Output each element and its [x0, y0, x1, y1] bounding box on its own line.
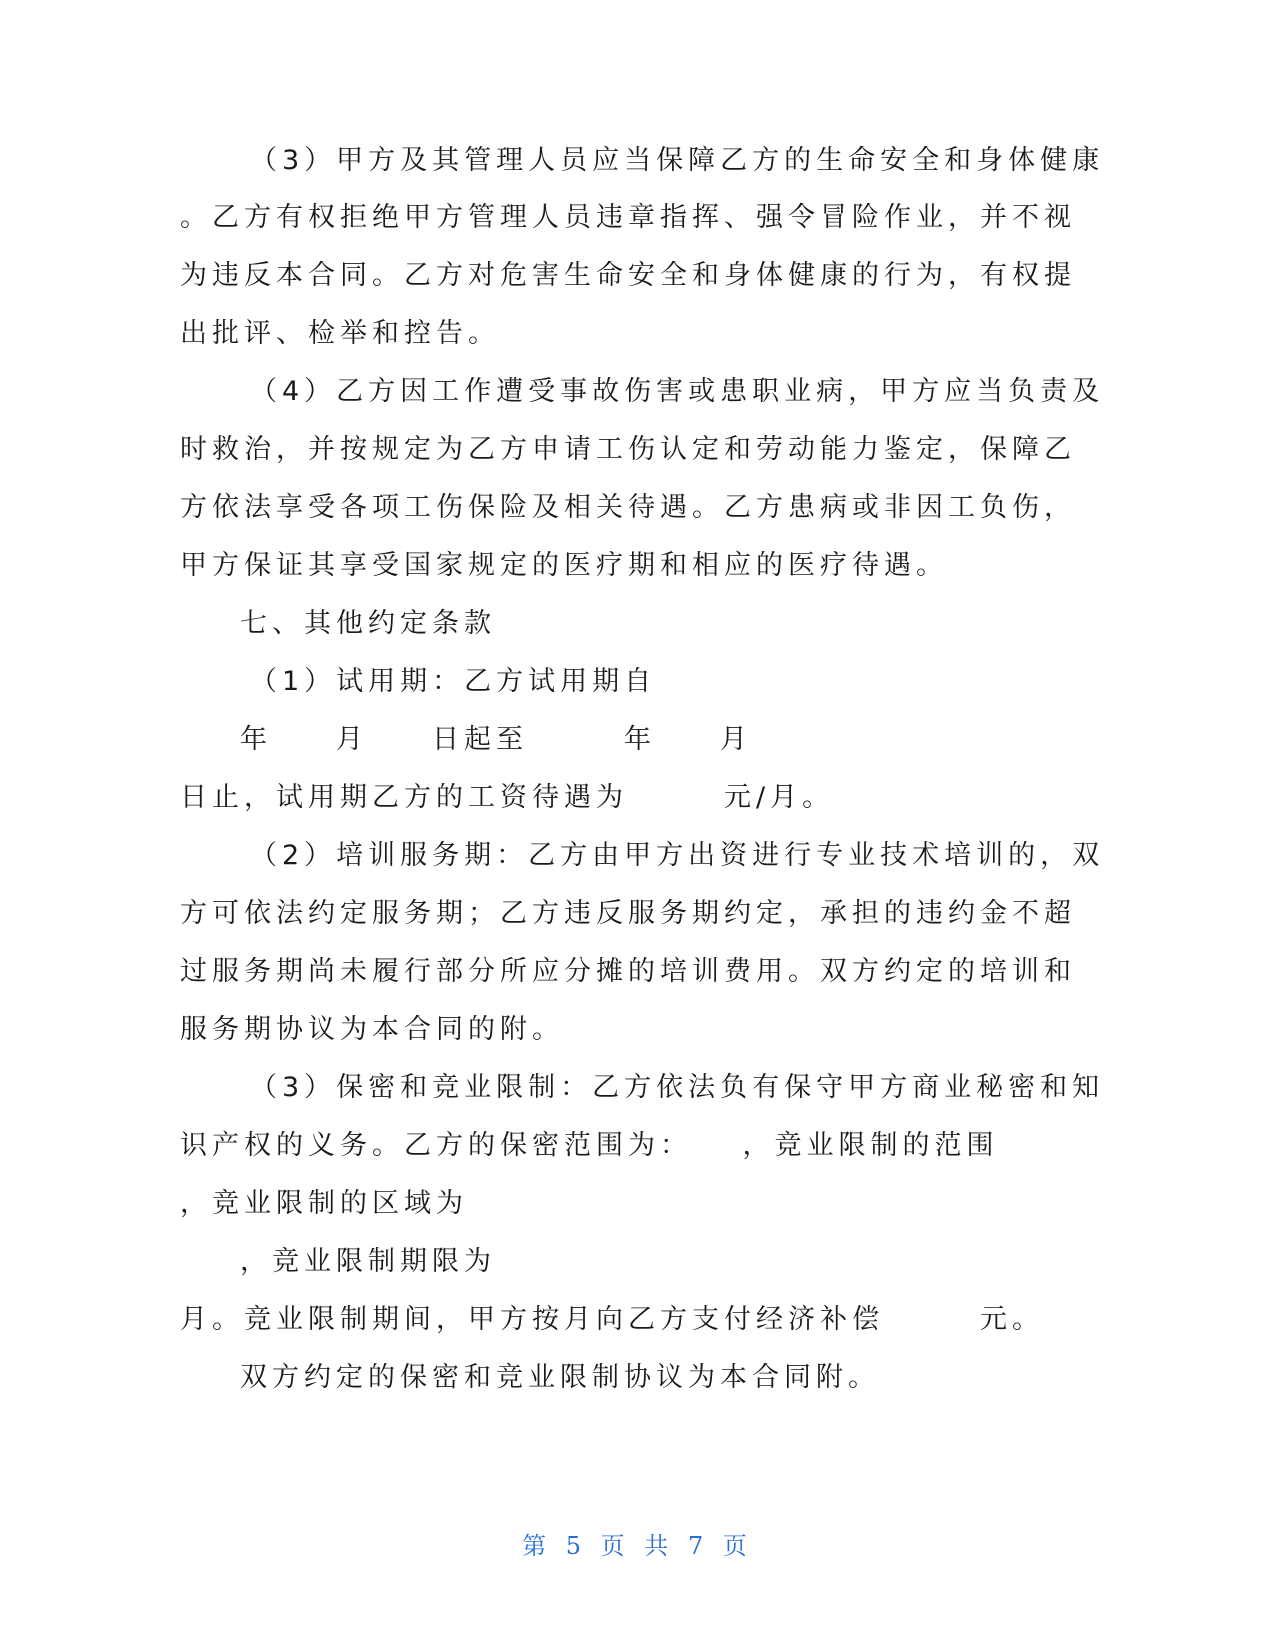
training-line-1: （2）培训服务期：乙方由甲方出资进行专业技术培训的，双: [250, 840, 1105, 871]
confidentiality-line-4: ，竞业限制期限为: [240, 1246, 496, 1277]
paragraph-3-line-4: 出批评、检举和控告。: [180, 318, 500, 349]
confidentiality-line-3: ，竞业限制的区域为: [180, 1188, 468, 1219]
training-line-2: 方可依法约定服务期；乙方违反服务期约定，承担的违约金不超: [180, 898, 1076, 929]
probation-line-3: 日止，试用期乙方的工资待遇为 元/月。: [180, 782, 835, 813]
paragraph-3-line-3: 为违反本合同。乙方对危害生命安全和身体健康的行为，有权提: [180, 260, 1076, 291]
confidentiality-line-2: 识产权的义务。乙方的保密范围为： ，竞业限制的范围: [180, 1130, 999, 1161]
confidentiality-line-6: 双方约定的保密和竞业限制协议为本合同附。: [240, 1362, 880, 1393]
section-heading-7: 七、其他约定条款: [240, 608, 496, 639]
training-line-3: 过服务期尚未履行部分所应分摊的培训费用。双方约定的培训和: [180, 956, 1076, 987]
paragraph-4-line-3: 方依法享受各项工伤保险及相关待遇。乙方患病或非因工负伤，: [180, 492, 1076, 523]
paragraph-3-line-2: 。乙方有权拒绝甲方管理人员违章指挥、强令冒险作业，并不视: [180, 202, 1076, 233]
confidentiality-line-5: 月。竞业限制期间，甲方按月向乙方支付经济补偿 元。: [180, 1304, 1044, 1335]
paragraph-4-line-2: 时救治，并按规定为乙方申请工伤认定和劳动能力鉴定，保障乙: [180, 434, 1076, 465]
confidentiality-line-1: （3）保密和竞业限制：乙方依法负有保守甲方商业秘密和知: [250, 1072, 1105, 1103]
probation-line-1: （1）试用期：乙方试用期自: [250, 666, 657, 697]
page-number: 第 5 页 共 7 页: [522, 1532, 753, 1560]
paragraph-4-line-4: 甲方保证其享受国家规定的医疗期和相应的医疗待遇。: [180, 550, 948, 581]
training-line-4: 服务期协议为本合同的附。: [180, 1014, 564, 1045]
paragraph-4-line-1: （4）乙方因工作遭受事故伤害或患职业病，甲方应当负责及: [250, 376, 1105, 407]
paragraph-3-line-1: （3）甲方及其管理人员应当保障乙方的生命安全和身体健康: [250, 145, 1105, 176]
probation-line-2: 年 月 日起至 年 月: [240, 724, 752, 755]
